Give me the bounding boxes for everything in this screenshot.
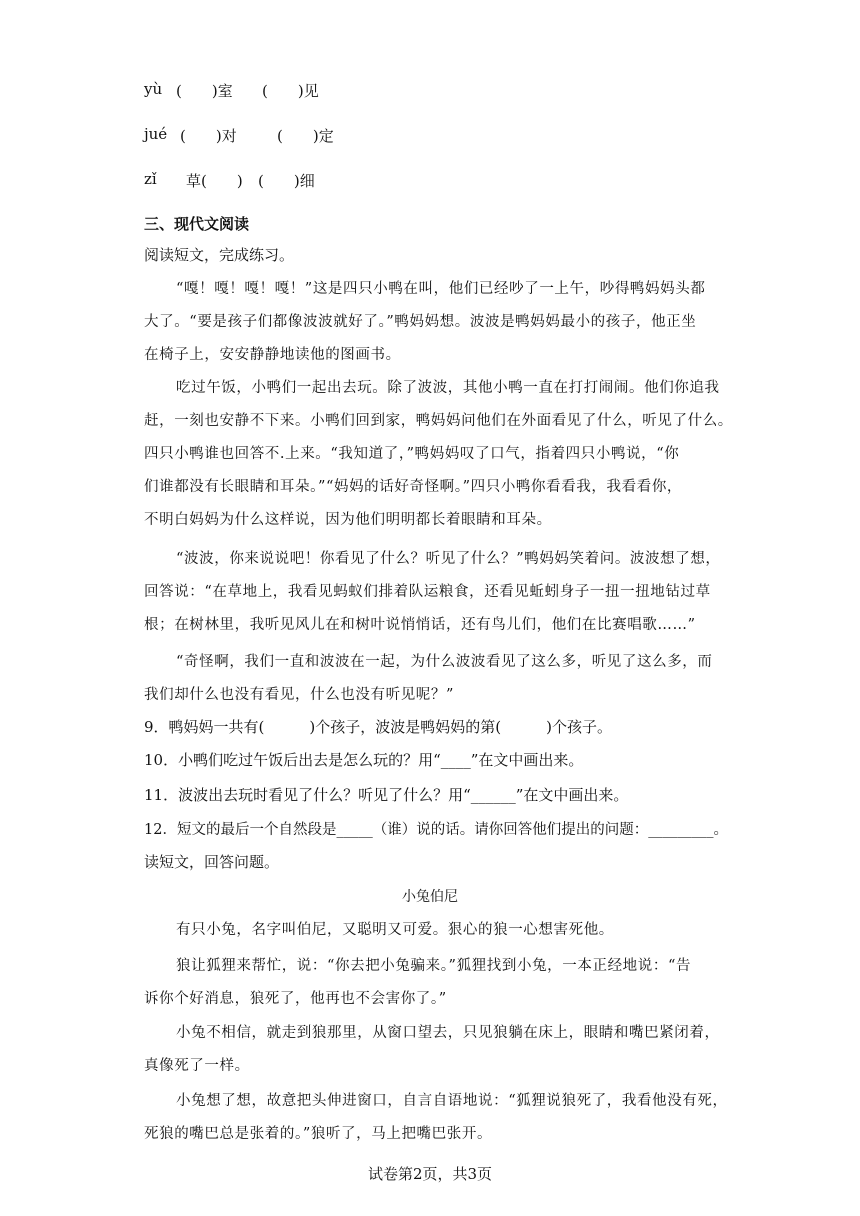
pinyin-label: jué (144, 125, 168, 143)
passage-line: 不明白妈妈为什么这样说，因为他们明明都长着眼睛和耳朵。 (144, 512, 552, 528)
question-11: 11．波波出去玩时看见了什么？听见了什么？用“______”在文中画出来。 (144, 786, 629, 804)
passage-line: 吃过午饭，小鸭们一起出去玩。除了波波，其他小鸭一直在打打闹闹。他们你追我 (176, 380, 720, 396)
passage-line: 诉你个好消息，狼死了，他再也不会害你了。” (144, 991, 447, 1007)
pinyin-label: zǐ (144, 170, 157, 188)
passage-line: “嘎！嘎！嘎！嘎！”这是四只小鸭在叫，他们已经吵了一上午，吵得鸭妈妈头都 (176, 281, 706, 297)
question-9: 9．鸭妈妈一共有( )个孩子，波波是鸭妈妈的第( )个孩子。 (144, 718, 612, 736)
passage-line: 回答说：“在草地上，我看见蚂蚁们排着队运粮食，还看见蚯蚓身子一扭一扭地钻过草 (144, 584, 711, 600)
pinyin-row-2 (144, 125, 167, 143)
passage-line: 小兔想了想，故意把头伸进窗口，自言自语地说：“狐狸说狼死了，我看他没有死， (176, 1093, 728, 1109)
passage-line: 们谁都没有长眼睛和耳朵。”“妈妈的话好奇怪啊。”四只小鸭你看看我，我看看你， (144, 479, 683, 495)
passage-line: 真像死了一样。 (144, 1058, 250, 1074)
pinyin-blank: ( )对 (180, 127, 237, 145)
section-title: 三、现代文阅读 (144, 215, 250, 233)
pinyin-label: yù (144, 80, 163, 98)
passage-line: 赶，一刻也安静不下来。小鸭们回到家，鸭妈妈问他们在外面看见了什么，听见了什么。 (144, 413, 733, 429)
passage-title: 小兔伯尼 (402, 889, 458, 905)
passage-line: “奇怪啊，我们一直和波波在一起，为什么波波看见了这么多，听见了这么多，而 (176, 654, 713, 670)
page-footer: 试卷第2页，共3页 (367, 1165, 493, 1183)
pinyin-blank: ( )室 (176, 82, 233, 100)
passage-line: 在椅子上，安安静静地读他的图画书。 (144, 347, 401, 363)
question-10: 10．小鸭们吃过午饭后出去是怎么玩的？用“____”在文中画出来。 (144, 751, 584, 769)
pinyin-blank: ( )细 (258, 172, 315, 190)
passage-line: 有只小兔，名字叫伯尼，又聪明又可爱。狠心的狼一心想害死他。 (176, 922, 614, 938)
question-12: 12．短文的最后一个自然段是_____（谁）说的话。请你回答他们提出的问题：_________。 (144, 822, 728, 838)
passage-line: “波波，你来说说吧！你看见了什么？听见了什么？”鸭妈妈笑着问。波波想了想， (176, 551, 721, 567)
passage-line: 大了。“要是孩子们都像波波就好了。”鸭妈妈想。波波是鸭妈妈最小的孩子，他正坐 (144, 314, 697, 330)
passage-line: 四只小鸭谁也回答不.上来。“我知道了，”鸭妈妈叹了口气，指着四只小鸭说，“你 (144, 446, 680, 462)
passage-line: 狼让狐狸来帮忙，说：“你去把小兔骗来。”狐狸找到小兔，一本正经地说：“告 (176, 958, 692, 974)
instruction: 读短文，回答问题。 (144, 853, 280, 871)
passage-line: 小兔不相信，就走到狼那里，从窗口望去，只见狼躺在床上，眼睛和嘴巴紧闭着， (176, 1025, 720, 1041)
pinyin-row-3 (144, 170, 157, 188)
passage-line: 根；在树林里，我听见风儿在和树叶说悄悄话，还有鸟儿们，他们在比赛唱歌……” (144, 617, 696, 633)
pinyin-blank: 草( ) (186, 172, 243, 190)
passage-line: 死狼的嘴巴总是张着的。”狼听了，马上把嘴巴张开。 (144, 1126, 493, 1142)
pinyin-row-1 (144, 80, 162, 98)
instruction: 阅读短文，完成练习。 (144, 246, 295, 264)
pinyin-blank: ( )见 (262, 82, 319, 100)
passage-line: 我们却什么也没有看见，什么也没有听见呢？” (144, 687, 455, 703)
pinyin-blank: ( )定 (277, 127, 334, 145)
